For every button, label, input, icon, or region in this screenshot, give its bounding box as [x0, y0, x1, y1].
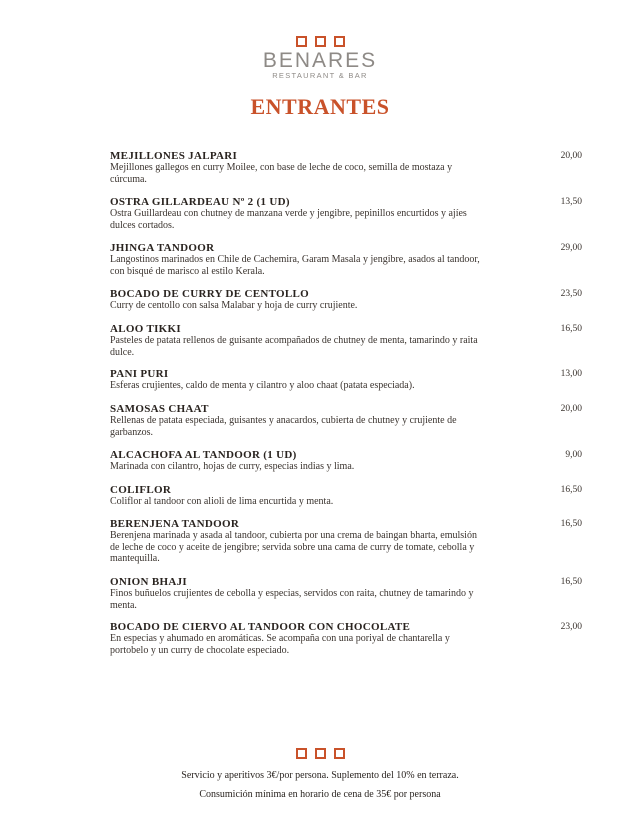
square-icon — [334, 748, 345, 759]
item-description: Marinada con cilantro, hojas de curry, especias indias y lima. — [110, 461, 355, 472]
item-name: ALCACHOFA AL TANDOOR (1 UD) — [110, 449, 297, 461]
item-name: MEJILLONES JALPARI — [110, 150, 238, 162]
item-name: BERENJENA TANDOOR — [110, 518, 240, 530]
square-icon — [315, 748, 326, 759]
item-price: 16,50 — [560, 577, 582, 587]
item-price: 13,00 — [560, 369, 582, 379]
item-description: Esferas crujientes, caldo de menta y cilantro y aloo chaat (patata especiada). — [110, 380, 415, 391]
menu-item — [110, 368, 582, 392]
item-name: BOCADO DE CIERVO AL TANDOOR CON CHOCOLATE — [110, 621, 411, 633]
menu-item — [110, 323, 582, 358]
item-name: SAMOSAS CHAAT — [110, 403, 209, 415]
menu-item — [110, 150, 582, 185]
item-price: 13,50 — [560, 197, 582, 207]
item-name: ALOO TIKKI — [110, 323, 181, 335]
item-description: Berenjena marinada y asada al tandoor, cubierta por una crema de baingan bharta, emulsión de leche de coco y aceite de jengibre; servida sobre una cama de curry de tomate, cebolla y mantequilla. — [110, 530, 477, 565]
item-description: Mejillones gallegos en curry Moilee, con base de leche de coco, semilla de mostaza y cúrcuma. — [110, 162, 453, 185]
square-icon — [334, 36, 345, 47]
footer-minimum-note: Consumición mínima en horario de cena de 35€ por persona — [199, 789, 441, 800]
brand-name: BENARES — [262, 49, 378, 72]
section-title: ENTRANTES — [250, 94, 390, 119]
menu-item — [110, 288, 582, 312]
item-description: En especias y ahumado en aromáticas. Se acompaña con una poriyal de chantarella y portobelo y un curry de chocolate especiado. — [110, 633, 450, 656]
item-description: Coliflor al tandoor con alioli de lima encurtida y menta. — [110, 496, 334, 507]
menu-item — [110, 576, 582, 611]
logo-squares-icon — [0, 36, 640, 47]
menu-item — [110, 449, 582, 473]
item-description: Curry de centollo con salsa Malabar y hoja de curry crujiente. — [110, 300, 358, 311]
item-price: 29,00 — [560, 243, 582, 253]
item-name: COLIFLOR — [110, 484, 172, 496]
footer-service-note: Servicio y aperitivos 3€/por persona. Suplemento del 10% en terraza. — [181, 770, 459, 781]
brand-subtitle: RESTAURANT & BAR — [272, 71, 368, 80]
item-price: 20,00 — [560, 151, 582, 161]
item-price: 16,50 — [560, 324, 582, 334]
item-name: PANI PURI — [110, 368, 169, 380]
menu-item — [110, 196, 582, 231]
item-price: 23,50 — [560, 289, 582, 299]
item-price: 16,50 — [560, 519, 582, 529]
menu-item — [110, 403, 582, 438]
item-description: Pasteles de patata rellenos de guisante acompañados de chutney de menta, tamarindo y raita dulce. — [110, 335, 478, 358]
square-icon — [296, 36, 307, 47]
item-name: JHINGA TANDOOR — [110, 242, 215, 254]
item-description: Ostra Guillardeau con chutney de manzana verde y jengibre, pepinillos encurtidos y ajíes dulces cortados. — [110, 208, 467, 231]
item-price: 9,00 — [565, 450, 582, 460]
item-price: 20,00 — [560, 404, 582, 414]
menu-item — [110, 484, 582, 508]
item-price: 23,00 — [560, 622, 582, 632]
item-description: Langostinos marinados en Chile de Cachemira, Garam Masala y jengibre, asados al tandoor, con bisqué de marisco al estilo Kerala. — [110, 254, 480, 277]
square-icon — [296, 748, 307, 759]
menu-item — [110, 621, 582, 656]
square-icon — [315, 36, 326, 47]
item-description: Finos buñuelos crujientes de cebolla y especias, servidos con raita, chutney de tamarindo y menta. — [110, 588, 474, 611]
menu-item — [110, 518, 582, 565]
item-name: BOCADO DE CURRY DE CENTOLLO — [110, 288, 310, 300]
item-price: 16,50 — [560, 485, 582, 495]
menu-item — [110, 242, 582, 277]
item-name: OSTRA GILLARDEAU Nº 2 (1 UD) — [110, 196, 290, 208]
item-description: Rellenas de patata especiada, guisantes y anacardos, cubierta de chutney y crujiente de garbanzos. — [110, 415, 457, 438]
footer-squares-icon — [0, 748, 640, 759]
item-name: ONION BHAJI — [110, 576, 187, 588]
